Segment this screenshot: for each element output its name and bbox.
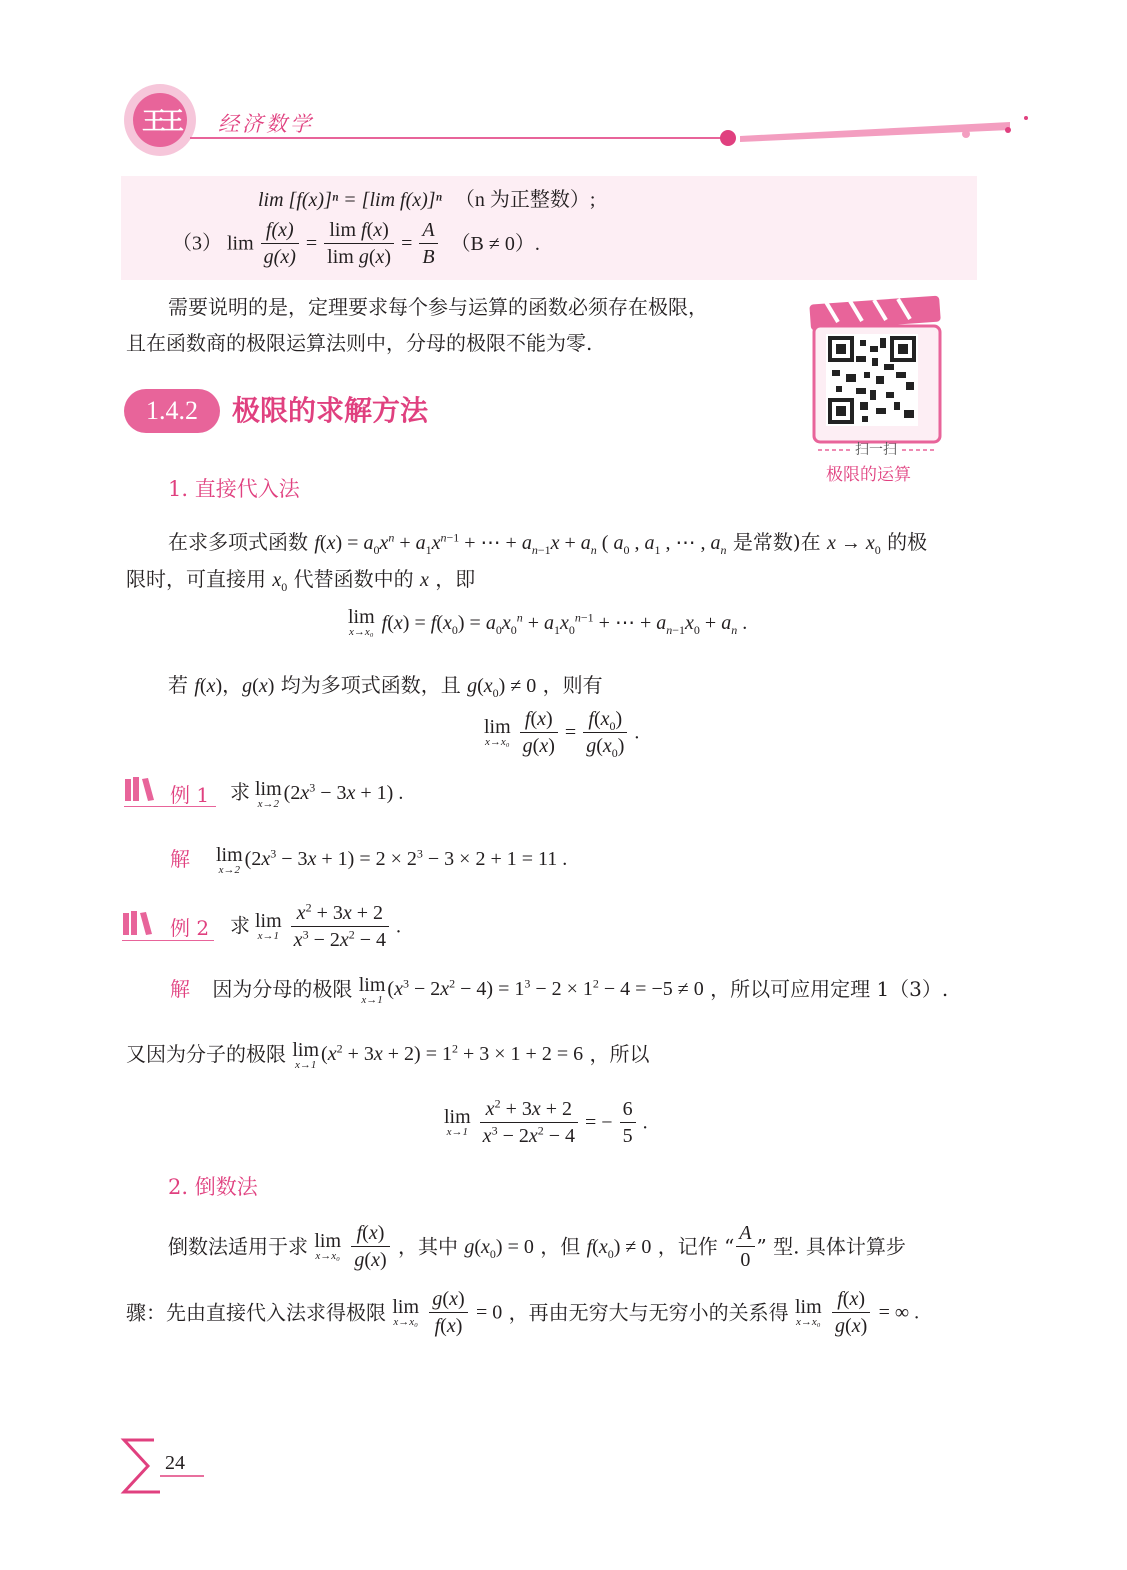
formula-quotient: lim x→x₀ $\frac{f(x)}{g(x)}$ = $\frac{f(x_0)}{g(x_0)}$ .	[484, 708, 640, 760]
example2-problem: 求 lim x→1 $\frac{x^2 + 3x + 2}{x^3 - 2x^2 - 4}$ .	[230, 900, 402, 951]
example2-sol-text-a: 因为分母的极限	[212, 977, 353, 1001]
power-rule-line	[258, 187, 595, 213]
example2-ask: 求	[230, 915, 250, 938]
method2-text-c: ，但	[540, 1234, 581, 1259]
example1-label: 例 1	[170, 783, 210, 807]
method1-para2: 若 f(x)，g(x) 均为多项式函数，且 $g(x_0) \ne 0$ ，则有	[168, 673, 603, 700]
method1-text-i: ，则有	[542, 673, 603, 697]
item3-label: （3）	[172, 232, 222, 255]
qr-code-icon[interactable]	[806, 290, 946, 460]
example-books-icon-2	[122, 911, 152, 937]
qr-scan-label: 扫一扫	[855, 442, 897, 458]
book-title: 经济数学	[218, 112, 314, 136]
method2-text-d: ，记作	[657, 1234, 718, 1259]
example2-sol-text-d: ，所以	[589, 1042, 650, 1066]
method1-para1: 在求多项式函数 $f(x) = a_0x^n + a_1x^{n-1}$ + ⋯ + $a_{n-1}x + a_n$ ( $a_0$ , $a_1$ , ⋯ , $a_n$ 是常数)在 $x \to x_0$ 的极	[168, 530, 928, 557]
method1-text-b: 是常数)在	[732, 530, 821, 554]
header-logo: 王王	[142, 106, 178, 135]
example1-solution-label: 解	[170, 847, 190, 871]
section-title: 极限的求解方法	[232, 394, 429, 427]
method1-text-f: ，即	[435, 567, 476, 591]
example2-sol-text-b: ，所以可应用定理 1（3）.	[710, 977, 949, 1001]
item3-condition: （B ≠ 0）.	[450, 232, 540, 255]
example1-problem: 求 lim x→2 $(2x^3 - 3x + 1)$ .	[230, 778, 404, 810]
method1-text-c: 的极	[887, 530, 928, 554]
example2-solution-line2: 又因为分子的极限 lim x→1 $(x^2 + 3x + 2) = 1^2 + 3 \times 1 + 2 = 6$ ，所以	[126, 1039, 650, 1071]
method2-text-g: ，再由无穷大与无穷小的关系得	[508, 1300, 789, 1325]
method1-text-d: 限时，可直接用	[126, 567, 266, 591]
method2-text-b: ，其中	[397, 1234, 458, 1259]
method1-text-e: 代替函数中的	[293, 567, 414, 591]
method2-title: 2. 倒数法	[168, 1175, 258, 1199]
method1-text-g: 若	[168, 673, 188, 697]
method1-para1-line2: 限时，可直接用 $x_0$ 代替函数中的 x ，即	[126, 567, 476, 594]
method1-text-a: 在求多项式函数	[168, 530, 308, 554]
method2-para-line2: 骤：先由直接代入法求得极限 lim x→x₀ $\frac{g(x)}{f(x)}$ = 0 ，再由无穷大与无穷小的关系得 lim x→x₀ $\frac{f(x)}{g(x)}$ = ∞ .	[126, 1288, 920, 1337]
example2-result: lim x→1 $\frac{x^2 + 3x + 2}{x^3 - 2x^2 - 4}$ = − $\frac{6}{5}$ .	[444, 1096, 648, 1147]
quotient-rule-line: （3） lim $\frac{f(x)}{g(x)}$ = $\frac{\text{lim f(x)}}{\text{lim g(x)}}$ = $\frac{A}{B}$ （B ≠ 0）.	[172, 219, 540, 268]
method2-text-f: 骤：先由直接代入法求得极限	[126, 1300, 386, 1325]
example2-solution-label: 解	[170, 977, 190, 1001]
method2-para-line1: 倒数法适用于求 lim x→x₀ $\frac{f(x)}{g(x)}$ ，其中 $g(x_0) = 0$ ，但 $f(x_0) \ne 0$ ，记作 “ $\frac{A}{0}$ ” 型. 具体计算步	[168, 1222, 906, 1271]
example2-solution-line1: 解 因为分母的极限 lim x→1 $(x^3 - 2x^2 - 4) = 1^3 - 2 \times 1^2 - 4 = -5 \ne 0$ ，所以可应用定理 1（3）.	[170, 974, 949, 1006]
example-books-icon	[124, 777, 154, 803]
method2-text-a: 倒数法适用于求	[168, 1234, 308, 1259]
page-number: 24	[165, 1452, 185, 1474]
example1-solution: lim x→2 $(2x^3 - 3x + 1) = 2 \times 2^3 - 3 \times 2 + 1 = 11$ .	[216, 844, 568, 876]
power-rule-note: （n 为正整数）;	[454, 189, 596, 211]
formula-direct-sub: lim x→x₀ $f(x) = f(x_0) = a_0x_0^n + a_1x_0^{n-1}$ + ⋯ + $a_{n-1}x_0 + a_n$ .	[348, 606, 748, 638]
power-rule: lim [f(x)]ⁿ = [lim f(x)]ⁿ	[258, 189, 442, 211]
method1-title: 1. 直接代入法	[168, 477, 300, 501]
qr-caption: 极限的运算	[826, 465, 911, 485]
section-number-badge: 1.4.2	[124, 389, 220, 433]
method2-text-e: 型. 具体计算步	[773, 1234, 906, 1259]
note-line-1: 需要说明的是，定理要求每个参与运算的函数必须存在极限，	[168, 295, 708, 319]
example1-ask: 求	[230, 782, 250, 804]
method1-text-h: 均为多项式函数，且	[280, 673, 461, 697]
note-line-2: 且在函数商的极限运算法则中，分母的极限不能为零.	[126, 331, 593, 355]
example2-label: 例 2	[170, 916, 210, 940]
example2-sol-text-c: 又因为分子的极限	[126, 1042, 286, 1066]
